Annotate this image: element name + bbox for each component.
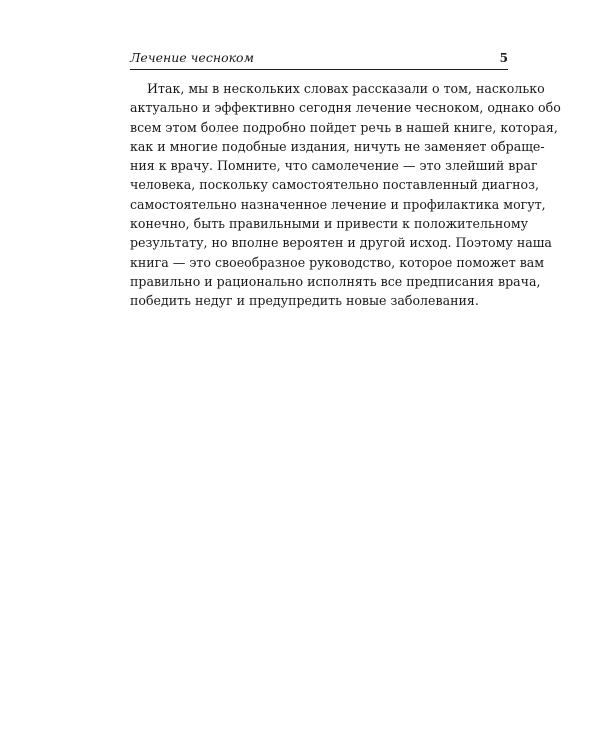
body-paragraph bbox=[130, 79, 561, 311]
text-line: актуально и эффективно сегодня лечение чесноком, однако обо bbox=[130, 100, 561, 116]
text-line: правильно и рационально исполнять все предписания врача, bbox=[130, 273, 541, 289]
page-number: 5 bbox=[499, 51, 508, 65]
text-line: результату, но вполне вероятен и другой исход. Поэтому наша bbox=[130, 235, 552, 251]
text-line: всем этом более подробно пойдет речь в нашей книге, которая, bbox=[130, 119, 558, 135]
text-line: самостоятельно назначенное лечение и профилактика могут, bbox=[130, 196, 546, 212]
header-rule bbox=[130, 69, 508, 70]
text-line: ния к врачу. Помните, что самолечение — это злейший враг bbox=[130, 158, 538, 174]
text-line: победить недуг и предупредить новые заболевания. bbox=[130, 293, 479, 309]
running-title: Лечение чесноком bbox=[130, 50, 254, 65]
running-head bbox=[130, 50, 508, 70]
text-line: конечно, быть правильными и привести к положительному bbox=[130, 216, 529, 232]
text-line: Итак, мы в нескольких словах рассказали о том, насколько bbox=[147, 81, 545, 96]
text-line: книга — это своеобразное руководство, которое поможет вам bbox=[130, 254, 545, 270]
text-line: как и многие подобные издания, ничуть не заменяет обраще- bbox=[130, 138, 545, 154]
text-line: человека, поскольку самостоятельно поставленный диагноз, bbox=[130, 177, 540, 193]
